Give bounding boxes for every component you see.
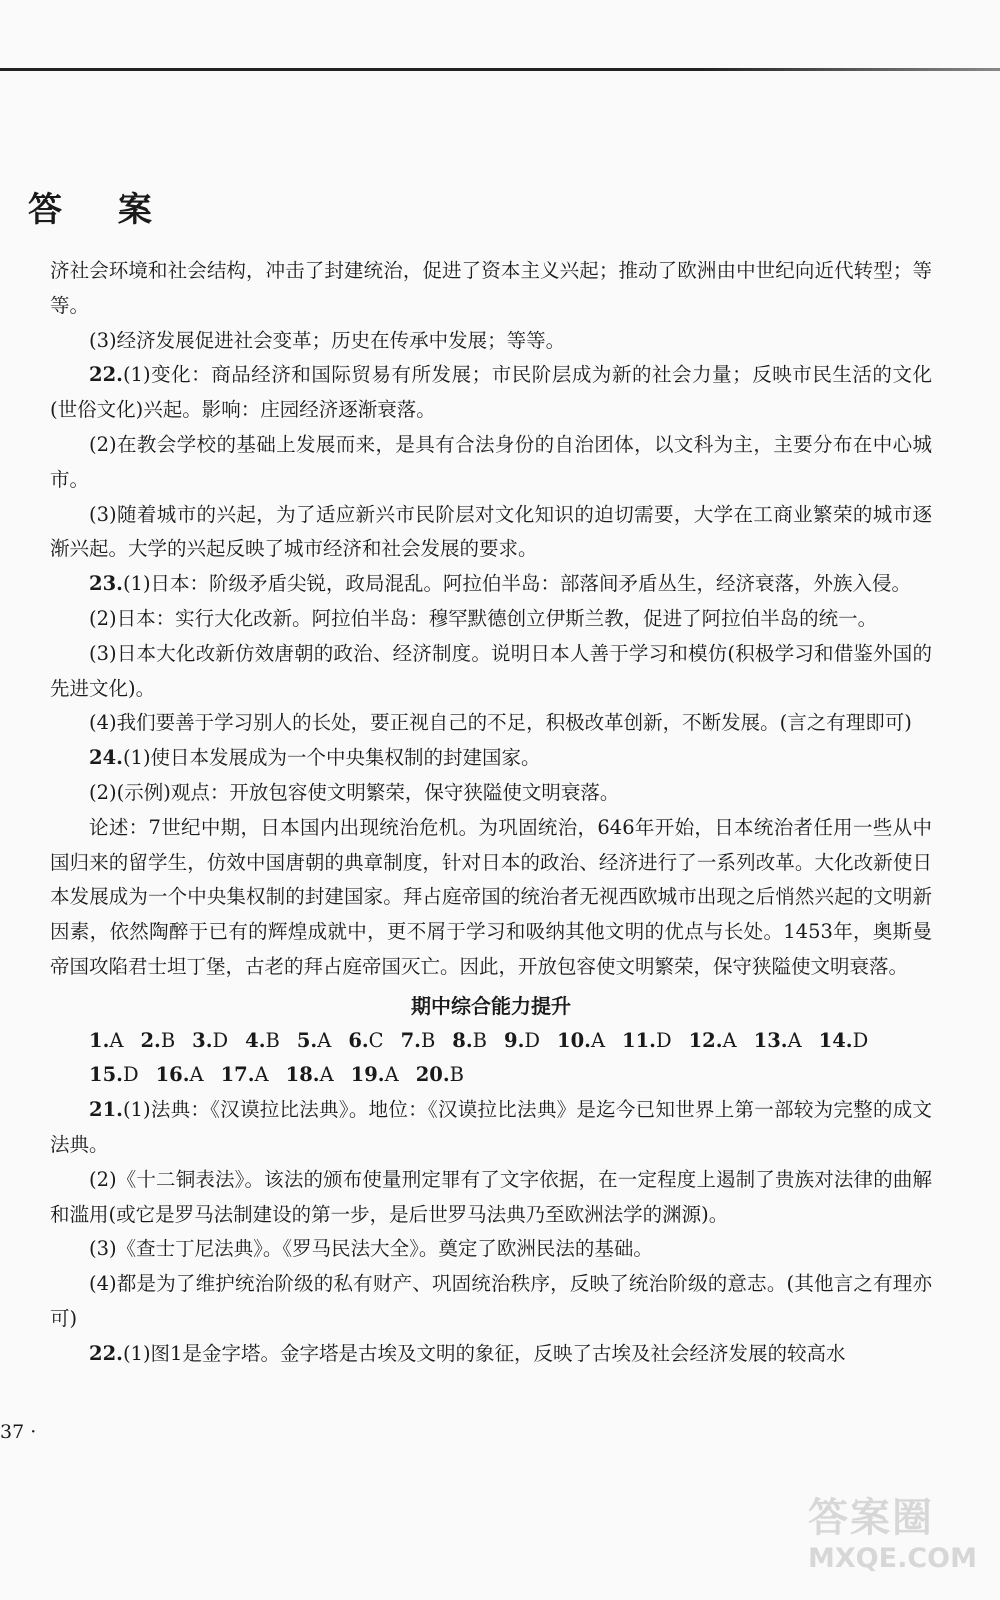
answer-text: (3)日本大化改新仿效唐朝的政治、经济制度。说明日本人善于学习和模仿(积极学习和借鉴外国的先进文化)。 [50,641,932,700]
watermark-mark: 答案圈 [808,1495,934,1541]
answer-paragraph [50,1337,932,1372]
mc-answer-letter: D [852,1028,869,1052]
mc-answer-letter: A [384,1063,399,1087]
answer-paragraph [50,811,932,985]
mc-answer-item [351,1058,399,1093]
answer-paragraph [50,1093,932,1163]
watermark-url: MXQE.COM [808,1543,977,1574]
mc-question-number: 18. [285,1063,320,1087]
mc-question-number: 3. [192,1028,213,1052]
answer-paragraph [50,1267,932,1337]
answer-paragraph [50,706,932,741]
answers-part-2 [50,1093,932,1371]
mc-answer-item [689,1024,737,1059]
mc-answer-item [401,1024,436,1059]
question-number: 21. [89,1098,123,1122]
mc-question-number: 9. [504,1028,525,1052]
answer-text: 论述：7世纪中期，日本国内出现统治危机。为巩固统治，646年开始，日本统治者任用一些从中国归来的留学生，仿效中国唐朝的典章制度，针对日本的政治、经济进行了一系列改革。大化改新使日本发展成为一个中央集权制的封建国家。拜占庭帝国的统治者无视西欧城市出现之后悄然兴起的文明新因素，依然陶醉于已有的辉煌成就中，更不屑于学习和吸纳其他文明的优点与长处。1453年，奥斯曼帝国攻陷君士坦丁堡，古老的拜占庭帝国灭亡。因此，开放包容使文明繁荣，保守狭隘使文明衰落。 [50,815,932,978]
mc-answer-letter: A [254,1063,269,1087]
answer-paragraph [50,567,932,602]
mc-question-number: 11. [622,1028,656,1052]
answer-text: (1)使日本发展成为一个中央集权制的封建国家。 [122,746,541,770]
mc-answer-letter: C [368,1028,384,1052]
answer-text: (4)都是为了维护统治阶级的私有财产、巩固统治秩序，反映了统治阶级的意志。(其他言之有理亦可) [50,1272,932,1330]
mc-answer-letter: B [160,1028,176,1052]
answer-paragraph [50,1163,932,1233]
mc-answer-item [504,1024,540,1059]
mc-answer-letter: D [212,1028,229,1052]
answer-paragraph [50,637,932,707]
answer-text: (2)日本：实行大化改新。阿拉伯半岛：穆罕默德创立伊斯兰教，促进了阿拉伯半岛的统一。 [89,606,878,630]
page-heading: 答 案 [28,190,174,230]
mc-answer-item [156,1058,204,1093]
question-number: 22. [89,363,123,387]
mc-question-number: 5. [296,1028,318,1052]
watermark-logo [808,1486,988,1596]
mc-question-number: 14. [818,1028,853,1052]
mc-answer-item [221,1058,269,1093]
question-number: 23. [89,572,123,596]
page-number: 37 · [0,1421,37,1443]
answer-paragraph [50,428,932,498]
mc-answer-item [192,1024,228,1059]
mc-answer-letter: A [189,1063,204,1087]
mc-answer-item [89,1024,123,1059]
mc-question-number: 12. [688,1028,723,1052]
mc-answer-item [89,1058,139,1093]
answer-text: (1)日本：阶级矛盾尖锐，政局混乱。阿拉伯半岛：部落间矛盾丛生，经济衰落，外族入侵。 [122,572,912,596]
mc-answer-letter: A [319,1063,334,1087]
mc-answer-item [297,1024,331,1059]
mc-answer-item [348,1024,383,1059]
section-title: 期中综合能力提升 [411,993,571,1018]
mc-answer-item [140,1024,175,1059]
answer-text: (2)《十二铜表法》。该法的颁布使量刑定罪有了文字依据，在一定程度上遏制了贵族对法律的曲解和滥用(或它是罗马法制建设的第一步，是后世罗马法典乃至欧洲法学的渊源)。 [50,1167,932,1226]
mc-answer-letter: A [109,1028,124,1052]
answer-paragraph [50,741,932,776]
mc-answer-item [819,1024,869,1059]
question-number: 22. [89,1341,123,1365]
answer-paragraph [50,602,932,637]
mc-answer-letter: A [787,1028,802,1052]
mc-question-number: 8. [452,1028,473,1052]
answer-paragraph [50,358,932,428]
mc-answer-letter: A [317,1028,332,1052]
mc-answer-item [245,1024,280,1059]
mc-question-number: 17. [220,1063,255,1087]
answer-paragraph [50,1232,932,1267]
answer-text: (3)《查士丁尼法典》。《罗马民法大全》。奠定了欧洲民法的基础。 [89,1237,653,1261]
answer-text: (3)经济发展促进社会变革；历史在传承中发展；等等。 [89,328,566,352]
mc-answer-letter: B [472,1028,487,1052]
mc-answer-letter: D [655,1028,672,1052]
answer-paragraph [50,254,932,324]
mc-answer-letter: D [524,1028,540,1052]
mc-answer-item [754,1024,802,1059]
mc-answer-letter: B [449,1063,464,1087]
mc-answer-item [286,1058,334,1093]
mc-question-number: 20. [415,1063,450,1087]
mc-answer-letter: D [122,1063,139,1087]
answer-text: (1)法典：《汉谟拉比法典》。地位：《汉谟拉比法典》是迄今已知世界上第一部较为完整的成文法典。 [50,1098,932,1156]
mc-question-number: 1. [89,1028,110,1052]
mc-answer-item [416,1058,464,1093]
mc-answer-item [452,1024,487,1059]
mc-question-number: 7. [400,1028,421,1052]
answer-paragraph [50,776,932,811]
answer-text: (2)在教会学校的基础上发展而来，是具有合法身份的自治团体，以文科为主，主要分布在中心城市。 [50,432,932,491]
answer-text: (1)图1是金字塔。金字塔是古埃及文明的象征，反映了古埃及社会经济发展的较高水 [122,1341,846,1365]
answer-text: (3)随着城市的兴起，为了适应新兴市民阶层对文化知识的迫切需要，大学在工商业繁荣的城市逐渐兴起。大学的兴起反映了城市经济和社会发展的要求。 [50,502,932,561]
mc-question-number: 4. [245,1028,266,1052]
mc-answer-letter: A [590,1028,606,1052]
mc-question-number: 13. [753,1028,788,1052]
mc-question-number: 15. [89,1063,123,1087]
mc-answer-item [557,1024,605,1059]
mc-answer-item [622,1024,672,1059]
top-rule-fade [700,68,1000,71]
answer-paragraph [50,324,932,359]
mc-answer-letter: B [265,1028,280,1052]
answer-text: (1)变化：商品经济和国际贸易有所发展；市民阶层成为新的社会力量；反映市民生活的文化(世俗文化)兴起。影响：庄园经济逐渐衰落。 [50,363,932,422]
mc-question-number: 19. [350,1063,385,1087]
mc-answer-letter: A [722,1028,737,1052]
mc-question-number: 2. [140,1028,161,1052]
answers-part-1 [50,254,932,985]
mc-answer-letter: B [420,1028,436,1052]
answer-content [50,254,932,1372]
answer-text: (2)(示例)观点：开放包容使文明繁荣，保守狭隘使文明衰落。 [89,780,620,804]
mc-question-number: 6. [348,1028,369,1052]
mc-question-number: 10. [557,1028,591,1052]
mc-question-number: 16. [155,1063,190,1087]
answer-text: 济社会环境和社会结构，冲击了封建统治，促进了资本主义兴起；推动了欧洲由中世纪向近代转型；等等。 [50,259,932,317]
answer-paragraph [50,498,932,568]
multiple-choice-answers [50,1024,932,1094]
question-number: 24. [89,746,123,770]
answer-text: (4)我们要善于学习别人的长处，要正视自己的不足，积极改革创新，不断发展。(言之有理即可) [89,711,912,735]
